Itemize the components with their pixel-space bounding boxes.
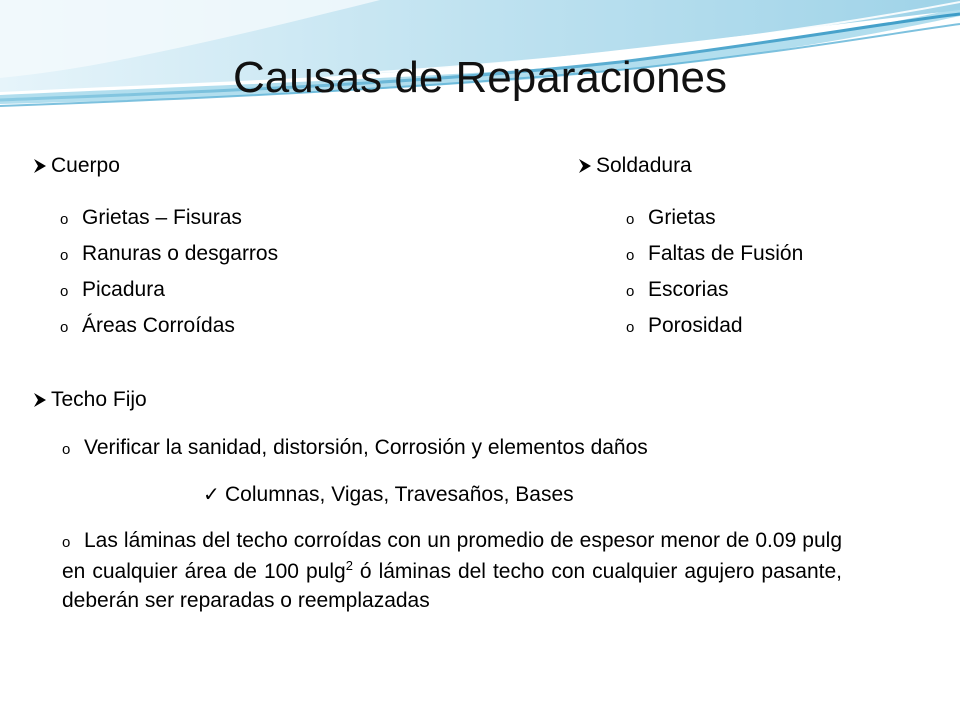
section-techo-fijo [32,387,147,413]
list-item [60,237,278,273]
list-cuerpo [60,201,278,345]
item-text: Grietas [648,206,716,229]
item-text: Faltas de Fusión [648,242,804,265]
checkmark-icon: ✓ [203,484,220,506]
item-text: Escorias [648,278,729,301]
techo-check-item [203,480,574,510]
item-text-part1: Las láminas del techo corroídas con un promedio de espesor menor de 0.09 pulg en cualquier área de 100 pulg [62,529,842,583]
techo-item-laminas [62,526,842,615]
circle-bullet-icon: o [62,441,71,458]
arrowhead-bullet-icon [32,390,48,410]
circle-bullet-icon: o [626,247,635,264]
item-text: Porosidad [648,314,743,337]
check-item-text: Columnas, Vigas, Travesaños, Bases [225,483,574,506]
heading-label: Techo Fijo [51,388,147,411]
circle-bullet-icon: o [626,319,635,336]
arrowhead-bullet-icon [577,156,593,176]
list-item [60,273,278,309]
list-item [60,309,278,345]
item-text: Ranuras o desgarros [82,242,279,265]
item-text: Picadura [82,278,165,301]
circle-bullet-icon: o [60,319,69,336]
heading-label: Soldadura [596,154,692,177]
item-text-part2: ó láminas del techo con cualquier agujero pasante, deberán ser reparadas o reemplazadas [62,560,843,612]
section-cuerpo [32,153,278,345]
techo-item-verificar [62,431,648,467]
item-text: Verificar la sanidad, distorsión, Corrosión y elementos daños [84,436,648,459]
page-title: Causas de Reparaciones [232,53,728,102]
circle-bullet-icon: o [60,283,69,300]
section-soldadura [577,153,803,345]
circle-bullet-icon: o [62,534,71,551]
list-item [626,201,803,237]
superscript-text: 2 [345,558,353,573]
circle-bullet-icon: o [626,283,635,300]
circle-bullet-icon: o [60,247,69,264]
item-text: Grietas – Fisuras [82,206,242,229]
section-heading-techo [32,387,147,413]
circle-bullet-icon: o [60,211,69,228]
arrowhead-bullet-icon [32,156,48,176]
list-soldadura [626,201,803,345]
list-item [60,201,278,237]
list-item [626,309,803,345]
circle-bullet-icon: o [626,211,635,228]
heading-label: Cuerpo [51,154,120,177]
section-heading-cuerpo [32,153,278,179]
list-item [626,273,803,309]
section-heading-soldadura [577,153,803,179]
item-text: Áreas Corroídas [82,314,235,337]
list-techo [62,431,648,467]
list-item [626,237,803,273]
list-item [62,431,648,467]
